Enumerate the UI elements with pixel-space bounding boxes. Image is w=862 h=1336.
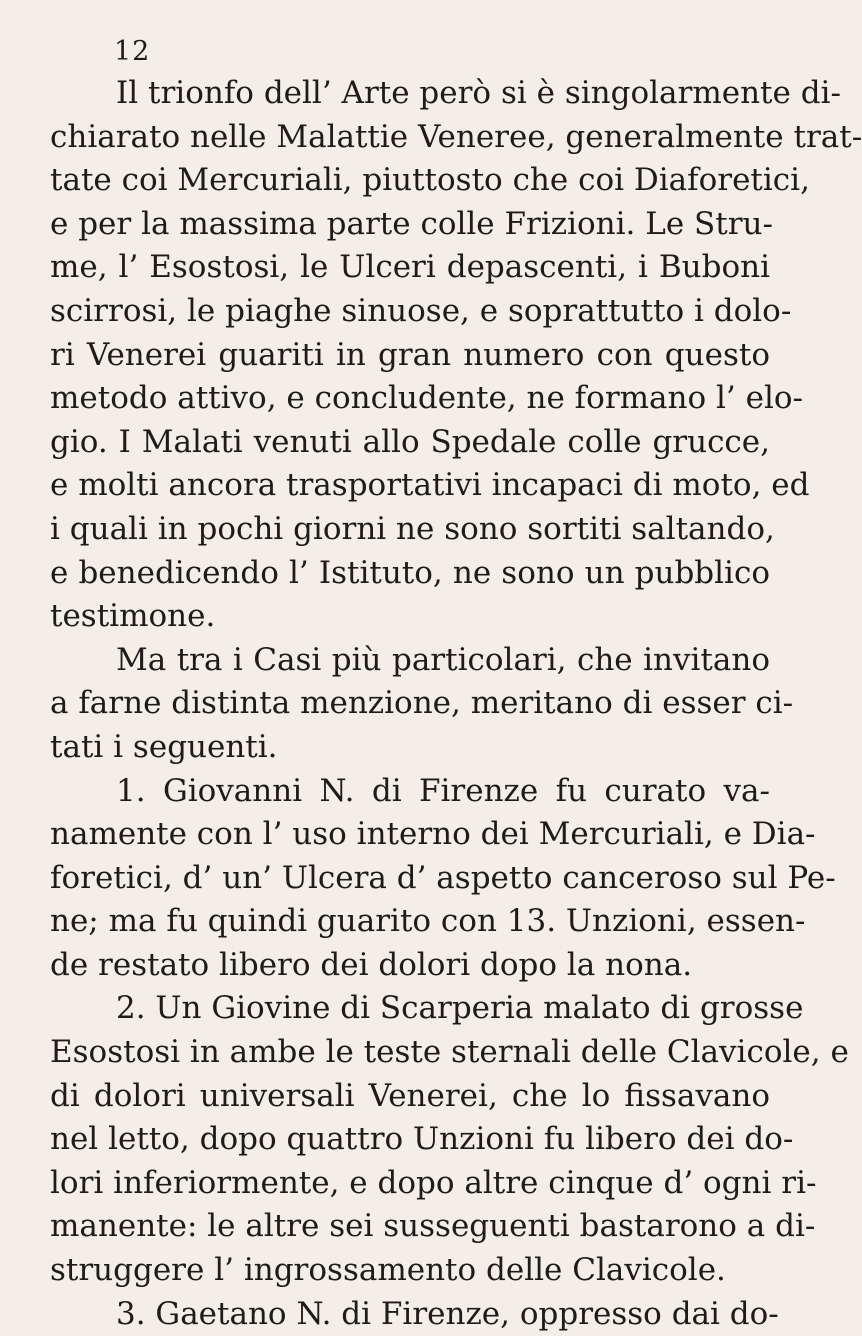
text-line: a farne distinta menzione, meritano di esser ci- bbox=[50, 685, 794, 722]
text-line: me, l’ Esostosi, le Ulceri depascenti, i Buboni bbox=[50, 249, 770, 286]
text-line: Esostosi in ambe le teste sternali delle Clavicole, e bbox=[50, 1034, 849, 1071]
text-line: ne; ma fu quindi guarito con 13. Unzioni, essen- bbox=[50, 903, 806, 940]
text-line: tati i seguenti. bbox=[50, 728, 278, 765]
text-line: tate coi Mercuriali, piuttosto che coi Diaforetici, bbox=[50, 162, 810, 199]
text-line: foretici, d’ un’ Ulcera d’ aspetto canceroso sul Pe- bbox=[50, 859, 836, 896]
text-line: scirrosi, le piaghe sinuose, e soprattutto i dolo- bbox=[50, 292, 792, 329]
body-text bbox=[50, 72, 862, 1336]
text-line: lori inferiormente, e dopo altre cinque d’ ogni ri- bbox=[50, 1164, 817, 1201]
text-line: chiarato nelle Malattie Veneree, generalmente trat- bbox=[50, 118, 862, 155]
text-line: namente con l’ uso interno dei Mercuriali, e Dia- bbox=[50, 816, 816, 853]
text-line: de restato libero dei dolori dopo la nona. bbox=[50, 946, 693, 983]
text-line: manente: le altre sei susseguenti bastarono a di- bbox=[50, 1208, 816, 1245]
text-line: testimone. bbox=[50, 598, 216, 635]
text-line: i quali in pochi giorni ne sono sortiti saltando, bbox=[50, 510, 775, 547]
text-line: nel letto, dopo quattro Unzioni fu libero dei do- bbox=[50, 1121, 794, 1158]
text-line: e molti ancora trasportativi incapaci di moto, ed bbox=[50, 467, 810, 504]
text-line: metodo attivo, e concludente, ne formano l’ elo- bbox=[50, 380, 804, 417]
text-line: 3. Gaetano N. di Firenze, oppresso dai do- bbox=[116, 1295, 779, 1332]
text-line: Il trionfo dell’ Arte però si è singolarmente di- bbox=[116, 75, 841, 111]
page-number: 12 bbox=[114, 36, 151, 67]
text-line: 1. Giovanni N. di Firenze fu curato va- bbox=[116, 772, 770, 809]
text-line: e per la massima parte colle Frizioni. Le Stru- bbox=[50, 205, 773, 242]
text-line: e benedicendo l’ Istituto, ne sono un pubblico bbox=[50, 554, 770, 591]
text-line: struggere l’ ingrossamento delle Clavicole. bbox=[50, 1252, 726, 1289]
text-line: ri Venerei guariti in gran numero con questo bbox=[50, 336, 770, 373]
text-line: gio. I Malati venuti allo Spedale colle grucce, bbox=[50, 423, 770, 460]
text-line: di dolori universali Venerei, che lo fissavano bbox=[50, 1077, 770, 1114]
text-line: 2. Un Giovine di Scarperia malato di grosse bbox=[116, 990, 804, 1027]
text-line: Ma tra i Casi più particolari, che invitano bbox=[116, 641, 770, 678]
